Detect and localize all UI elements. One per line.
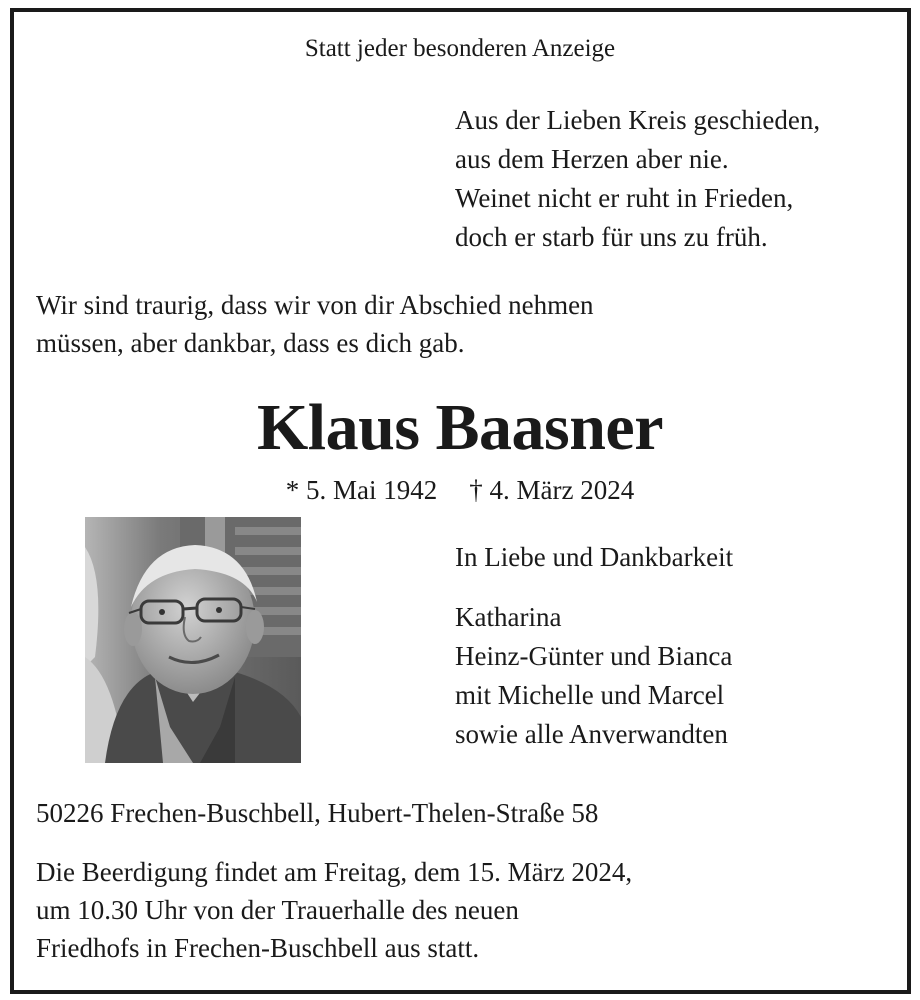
funeral-notice [36, 853, 632, 967]
mourner-name: Katharina [455, 602, 562, 632]
poem-line: doch er starb für uns zu früh. [455, 222, 768, 252]
mourner-name: sowie alle Anverwandten [455, 719, 728, 749]
dedication-text: In Liebe und Dankbarkeit [455, 542, 734, 572]
mourner-name: Heinz-Günter und Bianca [455, 641, 733, 671]
poem-line: Weinet nicht er ruht in Frieden, [455, 183, 794, 213]
funeral-line: Die Beerdigung findet am Freitag, dem 15. März 2024, [36, 857, 633, 887]
funeral-line: um 10.30 Uhr von der Trauerhalle des neuen [36, 895, 519, 925]
deceased-name: Klaus Baasner [256, 391, 664, 464]
birth-date: * 5. Mai 1942 [285, 475, 438, 505]
farewell-line: Wir sind traurig, dass wir von dir Abschied nehmen [36, 290, 594, 320]
mourners-list [455, 598, 732, 754]
farewell-text [36, 286, 594, 362]
portrait-photo-icon [85, 517, 301, 763]
mourner-name: mit Michelle und Marcel [455, 680, 725, 710]
farewell-line: müssen, aber dankbar, dass es dich gab. [36, 328, 465, 358]
header-text: Statt jeder besonderen Anzeige [304, 35, 616, 62]
life-dates [0, 471, 920, 509]
poem [455, 101, 820, 257]
funeral-line: Friedhofs in Frechen-Buschbell aus statt. [36, 933, 480, 963]
poem-line: Aus der Lieben Kreis geschieden, [455, 105, 821, 135]
address-text: 50226 Frechen-Buschbell, Hubert-Thelen-Straße 58 [36, 798, 599, 828]
poem-line: aus dem Herzen aber nie. [455, 144, 729, 174]
death-date: † 4. März 2024 [469, 475, 635, 505]
